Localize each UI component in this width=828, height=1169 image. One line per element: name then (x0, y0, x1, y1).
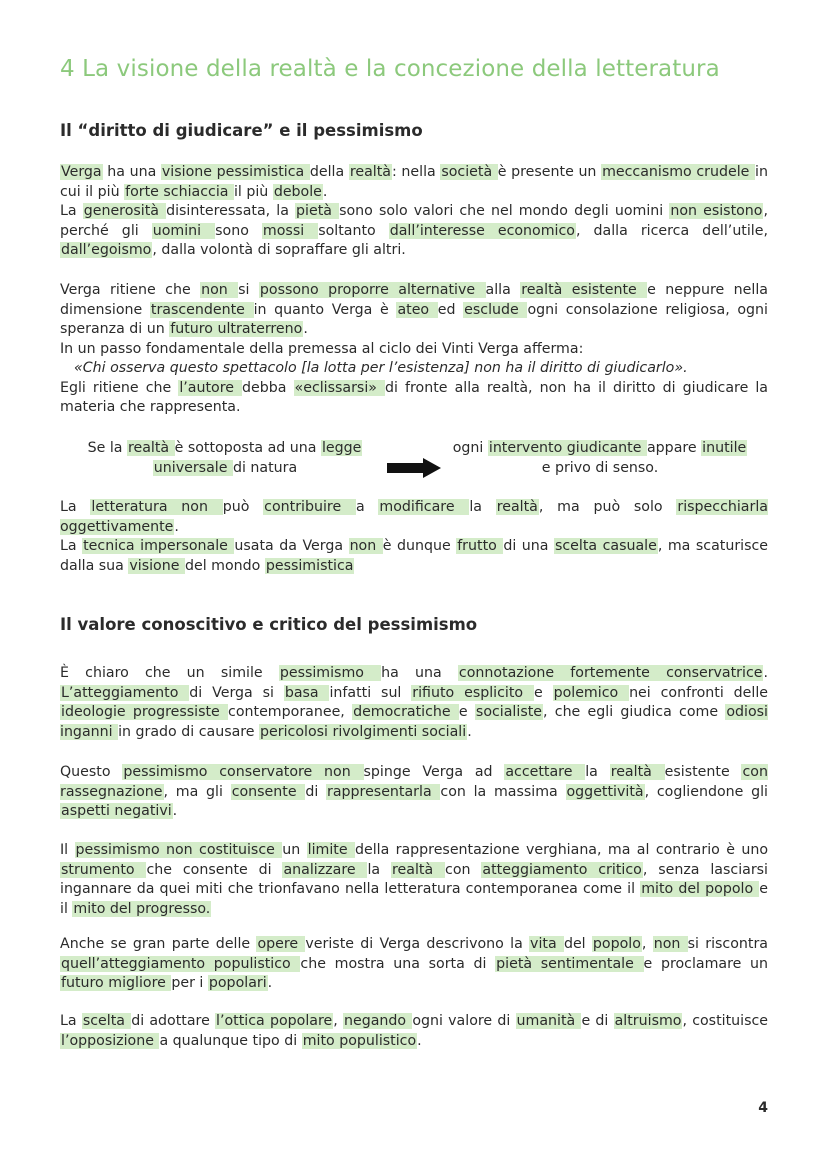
text: sono (215, 222, 262, 239)
text: , (641, 936, 653, 952)
paragraph (60, 1012, 768, 1051)
paragraph-group-2 (60, 281, 768, 418)
highlight: realtà (496, 499, 538, 515)
highlight: altruismo (614, 1013, 682, 1029)
text: è dunque (382, 538, 457, 554)
highlight: consente (231, 783, 305, 800)
highlight: mossi (262, 222, 318, 239)
text: e (533, 684, 553, 701)
highlight: negando (343, 1013, 412, 1029)
highlight: forte schiaccia (125, 183, 233, 200)
highlight: contribuire (264, 499, 355, 515)
highlight: «eclissarsi» (294, 379, 385, 396)
text: soltanto (318, 222, 389, 239)
text: esistente (664, 764, 742, 780)
text: con (445, 861, 482, 878)
text: Verga ritiene che (60, 282, 201, 298)
highlight: atteggiamento critico (482, 861, 642, 878)
text: nei confronti delle (629, 684, 768, 701)
text: Anche se gran parte delle (60, 936, 257, 952)
highlight: basa (284, 684, 329, 701)
highlight: uomini (152, 222, 215, 239)
highlight: l’autore (179, 379, 242, 396)
section-title-valore-conoscitivo: Il valore conoscitivo e critico del pessimismo (60, 615, 478, 634)
text: la (367, 861, 391, 878)
highlight: futuro migliore (61, 975, 171, 991)
text: . (322, 183, 328, 200)
highlight: pessimismo (279, 665, 381, 681)
highlight: quell’atteggiamento populistico (61, 955, 300, 972)
highlight: opere (257, 936, 305, 952)
highlight: pericolosi rivolgimenti sociali (260, 723, 467, 740)
highlight: intervento giudicante (488, 440, 646, 456)
text: il più (233, 183, 273, 200)
text: in cui il più (60, 164, 768, 200)
text: La (60, 499, 91, 515)
text: Il (60, 842, 75, 858)
highlight: esclude (464, 301, 527, 318)
text: e privo di senso. (541, 459, 659, 476)
text: del mondo (184, 557, 265, 574)
text: . (763, 665, 768, 681)
highlight: con rassegnazione (60, 764, 768, 800)
highlight: popolo (592, 936, 641, 952)
highlight: mito populistico (302, 1032, 417, 1049)
highlight: dall’interesse economico (389, 222, 575, 239)
highlight: strumento (61, 861, 146, 878)
text: ha una (102, 164, 161, 180)
text: . (303, 321, 308, 337)
text: veriste di Verga descrivono la (305, 936, 530, 952)
text: , (333, 1013, 343, 1029)
paragraph-group-8 (60, 1012, 768, 1051)
text: , che egli giudica come (543, 704, 726, 720)
highlight: l’ottica popolare (216, 1013, 333, 1029)
text: appare (646, 440, 702, 456)
text: della rappresentazione verghiana, ma al contrario è uno (354, 842, 768, 858)
page-number: 4 (758, 1100, 768, 1116)
text: di (305, 783, 327, 800)
highlight: rappresentarla (327, 783, 440, 800)
highlight: non (349, 538, 382, 554)
highlight: popolari (208, 975, 267, 991)
highlight: ateo (397, 301, 437, 318)
highlight: democratiche (353, 704, 458, 720)
schema-effect (432, 439, 768, 478)
text: debba (242, 379, 294, 396)
highlight: realtà esistente (521, 282, 647, 298)
text: la (469, 499, 496, 515)
highlight: pessimismo non costituisce (75, 842, 282, 858)
text: La (60, 1013, 82, 1029)
text: , cogliendone gli (644, 783, 768, 800)
schema-cause (60, 439, 390, 478)
text: e neppure nella dimensione (60, 282, 768, 318)
highlight: aspetti negativi (61, 803, 172, 819)
text: di Verga si (189, 684, 284, 701)
text: : nella (391, 164, 441, 180)
text: contemporanee, (228, 704, 353, 720)
highlight: futuro ultraterreno (170, 321, 303, 337)
section-title-diritto-di-giudicare: Il “diritto di giudicare” e il pessimismo (60, 121, 423, 140)
paragraph-group-5 (60, 763, 768, 822)
text: . (172, 803, 178, 819)
text: in grado di causare (118, 723, 260, 740)
paragraph (60, 537, 768, 576)
chapter-title: 4 La visione della realtà e la concezione della letteratura (60, 56, 720, 82)
text: e di (581, 1013, 614, 1029)
paragraph: In un passo fondamentale della premessa al ciclo dei Vinti Verga afferma: (60, 340, 584, 357)
text: . (267, 975, 273, 991)
text: di adottare (131, 1013, 216, 1029)
paragraph (60, 498, 768, 537)
text: La (60, 203, 83, 219)
highlight: vita (530, 936, 563, 952)
text: ogni (452, 440, 488, 456)
text: , dalla ricerca dell’utile, (575, 222, 768, 239)
text: a qualunque tipo di (159, 1032, 302, 1049)
highlight: non (653, 936, 687, 952)
highlight: visione pessimistica (161, 164, 309, 180)
paragraph (60, 281, 768, 340)
paragraph (60, 935, 768, 994)
highlight: trascendente (150, 301, 253, 318)
highlight: frutto (457, 538, 503, 554)
highlight: inutile (702, 440, 747, 456)
text: ha una (381, 665, 458, 681)
highlight: legge (321, 440, 362, 456)
text: Questo (60, 764, 123, 780)
text: , costituisce (682, 1013, 768, 1029)
highlight: rispecchiarla oggettivamente (60, 499, 768, 535)
text: . (467, 723, 472, 740)
text: Se la (87, 440, 127, 456)
highlight: meccanismo crudele (602, 164, 755, 180)
text: e proclamare un (643, 955, 769, 972)
quote: «Chi osserva questo spettacolo [la lotta per l’esistenza] non ha il diritto di giudicarlo». (74, 360, 688, 376)
highlight: L’atteggiamento (61, 684, 189, 701)
text: , ma gli (163, 783, 231, 800)
text: La (60, 538, 83, 554)
highlight: rifiuto esplicito (412, 684, 533, 701)
text: a (355, 499, 379, 515)
highlight: realtà (349, 164, 391, 180)
highlight: universale (153, 459, 232, 476)
paragraph (60, 763, 768, 822)
paragraph-group-1 (60, 163, 768, 261)
text: , ma scaturisce dalla sua (60, 538, 769, 574)
highlight: letteratura non (91, 499, 222, 515)
paragraph-group-7 (60, 935, 768, 994)
highlight: mito del popolo (641, 881, 759, 897)
highlight: pessimismo conservatore non (123, 764, 363, 780)
highlight: realtà (127, 440, 174, 456)
text: usata da Verga (234, 538, 349, 554)
text: sono solo valori che nel mondo degli uomini (339, 203, 670, 219)
highlight: odiosi inganni (60, 704, 768, 740)
paragraph (60, 202, 768, 261)
text: e (458, 704, 475, 720)
highlight: dall’egoismo (61, 242, 152, 258)
text: con la massima (440, 783, 566, 800)
text: . (174, 518, 179, 535)
text: si riscontra (687, 936, 768, 952)
text: spinge Verga ad (363, 764, 505, 780)
highlight: possono proporre alternative (259, 282, 485, 298)
paragraph (60, 664, 768, 742)
highlight: ideologie progressiste (61, 704, 228, 720)
paragraph (60, 379, 768, 418)
highlight: pietà (296, 203, 339, 219)
text: e il (60, 881, 768, 917)
highlight: l’opposizione (61, 1032, 159, 1049)
paragraph-group-3 (60, 498, 768, 576)
highlight: realtà (392, 861, 445, 878)
paragraph-group-6 (60, 841, 768, 919)
highlight: scelta casuale (554, 538, 657, 554)
highlight: non esistono (670, 203, 763, 219)
highlight: umanità (516, 1013, 581, 1029)
text: , senza lasciarsi ingannare da quei miti che trionfavano nella letteratura contemporanea come il (60, 861, 768, 897)
highlight: società (441, 164, 497, 180)
highlight: debole (273, 183, 322, 200)
text: del (563, 936, 592, 952)
text: disinteressata, la (166, 203, 296, 219)
highlight: socialiste (475, 704, 542, 720)
highlight: visione (129, 557, 184, 574)
paragraph (60, 163, 768, 202)
paragraph (60, 841, 768, 919)
highlight: non (201, 282, 238, 298)
text: è presente un (497, 164, 602, 180)
paragraph-group-4 (60, 664, 768, 742)
cause-effect-schema (60, 439, 768, 481)
text: la (585, 764, 610, 780)
text: che consente di (146, 861, 283, 878)
text: di fronte alla realtà, non ha il diritto di giudicare la materia che rappresenta. (60, 379, 768, 415)
text: di natura (232, 459, 298, 476)
highlight: realtà (610, 764, 664, 780)
highlight: modificare (379, 499, 469, 515)
text: ed (437, 301, 464, 318)
highlight: polemico (553, 684, 629, 701)
text: infatti sul (329, 684, 412, 701)
text: si (238, 282, 259, 298)
highlight: connotazione fortemente conservatrice (458, 665, 763, 681)
highlight: mito del progresso. (73, 900, 211, 917)
text: È chiaro che un simile (60, 665, 279, 681)
text: può (222, 499, 264, 515)
highlight: pessimistica (265, 557, 354, 574)
text: Egli ritiene che (60, 379, 179, 396)
highlight: scelta (82, 1013, 131, 1029)
text: un (282, 842, 307, 858)
highlight: oggettività (566, 783, 644, 800)
text: , dalla volontà di sopraffare gli altri. (152, 242, 406, 258)
highlight: analizzare (283, 861, 367, 878)
highlight: limite (307, 842, 354, 858)
text: . (417, 1032, 422, 1049)
text: per i (171, 975, 208, 991)
text: , ma può solo (538, 499, 677, 515)
text: è sottoposta ad una (174, 440, 321, 456)
highlight: pietà sentimentale (496, 955, 643, 972)
text: ogni valore di (412, 1013, 516, 1029)
highlight: generosità (83, 203, 166, 219)
text: alla (485, 282, 521, 298)
highlight: tecnica impersonale (83, 538, 234, 554)
highlight: accettare (505, 764, 585, 780)
text: ogni consolazione religiosa, ogni speranza di un (60, 301, 768, 337)
text: della (309, 164, 349, 180)
text: di una (503, 538, 554, 554)
text: , perché gli (60, 203, 768, 239)
highlight: Verga (61, 164, 102, 180)
text: in quanto Verga è (253, 301, 397, 318)
text: che mostra una sorta di (300, 955, 496, 972)
